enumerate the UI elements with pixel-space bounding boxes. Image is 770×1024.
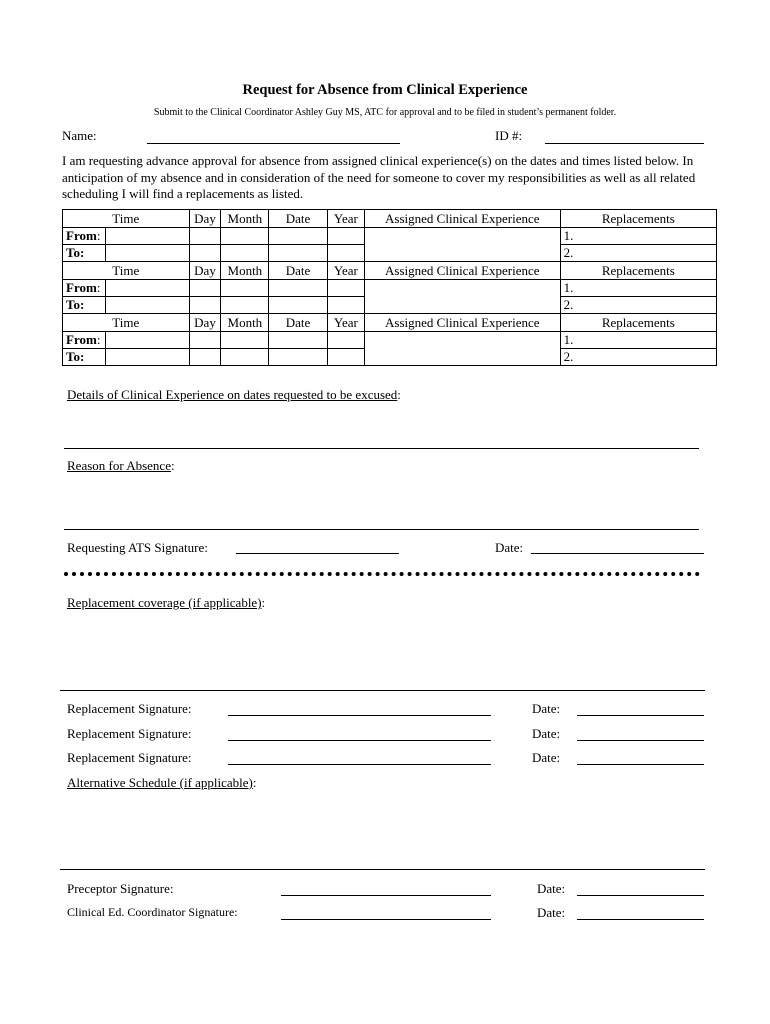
details-heading: Details of Clinical Experience on dates requested to be excused: [67,387,401,402]
to-time-cell[interactable] [105,349,189,366]
preceptor-date-field[interactable] [577,895,704,896]
from-time-cell[interactable] [105,280,189,297]
from-label: From: [63,228,106,245]
replacement-sig-label-1: Replacement Signature: [67,701,192,716]
replacement-sig-field-3[interactable] [228,764,491,765]
from-day-cell[interactable] [189,280,221,297]
name-field[interactable] [147,143,400,144]
replacement-1-cell[interactable]: 1. [560,280,716,297]
to-month-cell[interactable] [221,349,269,366]
alternative-schedule-line[interactable] [60,869,705,870]
reason-label: Reason for Absence [67,458,171,473]
from-date-cell[interactable] [269,228,327,245]
replacements-header: Replacements [560,262,716,280]
from-month-cell[interactable] [221,228,269,245]
from-time-cell[interactable] [105,228,189,245]
reason-line[interactable] [64,529,699,530]
month-header: Month [221,210,269,228]
to-label: To: [63,245,106,262]
year-header: Year [327,262,364,280]
schedule-header-row [63,262,717,280]
id-field[interactable] [545,143,704,144]
time-header: Time [63,262,190,280]
month-header: Month [221,262,269,280]
year-header: Year [327,314,364,332]
day-header: Day [189,314,221,332]
schedule-table [62,209,717,366]
replacement-date-field-1[interactable] [577,715,704,716]
replacement-2-cell[interactable]: 2. [560,297,716,314]
from-row [63,332,717,349]
requesting-date-field[interactable] [531,553,704,554]
replacement-coverage-label: Replacement coverage (if applicable) [67,595,262,610]
to-time-cell[interactable] [105,245,189,262]
coordinator-sig-label: Clinical Ed. Coordinator Signature: [67,905,238,919]
replacement-sig-label-3: Replacement Signature: [67,750,192,765]
replacement-date-field-3[interactable] [577,764,704,765]
alternative-schedule-heading: Alternative Schedule (if applicable): [67,775,257,790]
replacement-2-cell[interactable]: 2. [560,349,716,366]
assigned-cell[interactable] [364,228,560,262]
replacement-2-cell[interactable]: 2. [560,245,716,262]
requesting-sig-label: Requesting ATS Signature: [67,540,208,555]
to-day-cell[interactable] [189,297,221,314]
preceptor-sig-field[interactable] [281,895,491,896]
day-header: Day [189,262,221,280]
to-month-cell[interactable] [221,297,269,314]
from-label: From: [63,332,106,349]
schedule-header-row [63,314,717,332]
requesting-sig-field[interactable] [236,553,399,554]
from-time-cell[interactable] [105,332,189,349]
page-title: Request for Absence from Clinical Experience [242,82,528,98]
from-year-cell[interactable] [327,228,364,245]
from-month-cell[interactable] [221,332,269,349]
from-year-cell[interactable] [327,280,364,297]
from-date-cell[interactable] [269,332,327,349]
name-label: Name: [62,128,97,143]
to-date-cell[interactable] [269,297,327,314]
from-day-cell[interactable] [189,332,221,349]
replacements-header: Replacements [560,314,716,332]
to-year-cell[interactable] [327,297,364,314]
request-statement: I am requesting advance approval for absence from assigned clinical experience(s) on the dates and times listed below. In anticipation of my absence and in consideration of the need for someone to cover my responsibilities as well as all related scheduling I will find a replacements as listed. [62,153,696,201]
coordinator-sig-field[interactable] [281,919,491,920]
to-date-cell[interactable] [269,349,327,366]
to-time-cell[interactable] [105,297,189,314]
date-header: Date [269,210,327,228]
time-header: Time [63,314,190,332]
page-subtitle: Submit to the Clinical Coordinator Ashley Guy MS, ATC for approval and to be filed in student’s permanent folder. [153,107,617,118]
to-day-cell[interactable] [189,349,221,366]
id-label: ID #: [495,128,523,143]
replacement-1-cell[interactable]: 1. [560,228,716,245]
assigned-header: Assigned Clinical Experience [364,314,560,332]
alternative-schedule-label: Alternative Schedule (if applicable) [67,775,253,790]
from-row [63,280,717,297]
requesting-date-label: Date: [495,540,524,555]
from-row [63,228,717,245]
replacement-coverage-heading: Replacement coverage (if applicable): [67,595,266,610]
replacements-header: Replacements [560,210,716,228]
coordinator-date-label: Date: [537,905,566,920]
replacement-date-label-2: Date: [532,726,561,741]
from-day-cell[interactable] [189,228,221,245]
date-header: Date [269,262,327,280]
preceptor-sig-label: Preceptor Signature: [67,881,174,896]
to-date-cell[interactable] [269,245,327,262]
to-year-cell[interactable] [327,349,364,366]
replacement-coverage-line[interactable] [60,690,705,691]
replacement-1-cell[interactable]: 1. [560,332,716,349]
to-month-cell[interactable] [221,245,269,262]
replacement-sig-label-2: Replacement Signature: [67,726,192,741]
time-header: Time [63,210,190,228]
year-header: Year [327,210,364,228]
details-label: Details of Clinical Experience on dates requested to be excused [67,387,398,402]
preceptor-date-label: Date: [537,881,566,896]
month-header: Month [221,314,269,332]
date-header: Date [269,314,327,332]
assigned-cell[interactable] [364,332,560,366]
assigned-header: Assigned Clinical Experience [364,210,560,228]
from-year-cell[interactable] [327,332,364,349]
day-header: Day [189,210,221,228]
to-day-cell[interactable] [189,245,221,262]
schedule-header-row [63,210,717,228]
coordinator-date-field[interactable] [577,919,704,920]
from-date-cell[interactable] [269,280,327,297]
to-label: To: [63,297,106,314]
details-line[interactable] [64,448,699,449]
replacement-date-field-2[interactable] [577,740,704,741]
assigned-header: Assigned Clinical Experience [364,262,560,280]
reason-heading: Reason for Absence: [67,458,175,473]
replacement-date-label-1: Date: [532,701,561,716]
replacement-date-label-3: Date: [532,750,561,765]
replacement-sig-field-1[interactable] [228,715,491,716]
to-year-cell[interactable] [327,245,364,262]
from-label: From: [63,280,106,297]
to-label: To: [63,349,106,366]
assigned-cell[interactable] [364,280,560,314]
from-month-cell[interactable] [221,280,269,297]
section-divider [64,572,700,580]
replacement-sig-field-2[interactable] [228,740,491,741]
